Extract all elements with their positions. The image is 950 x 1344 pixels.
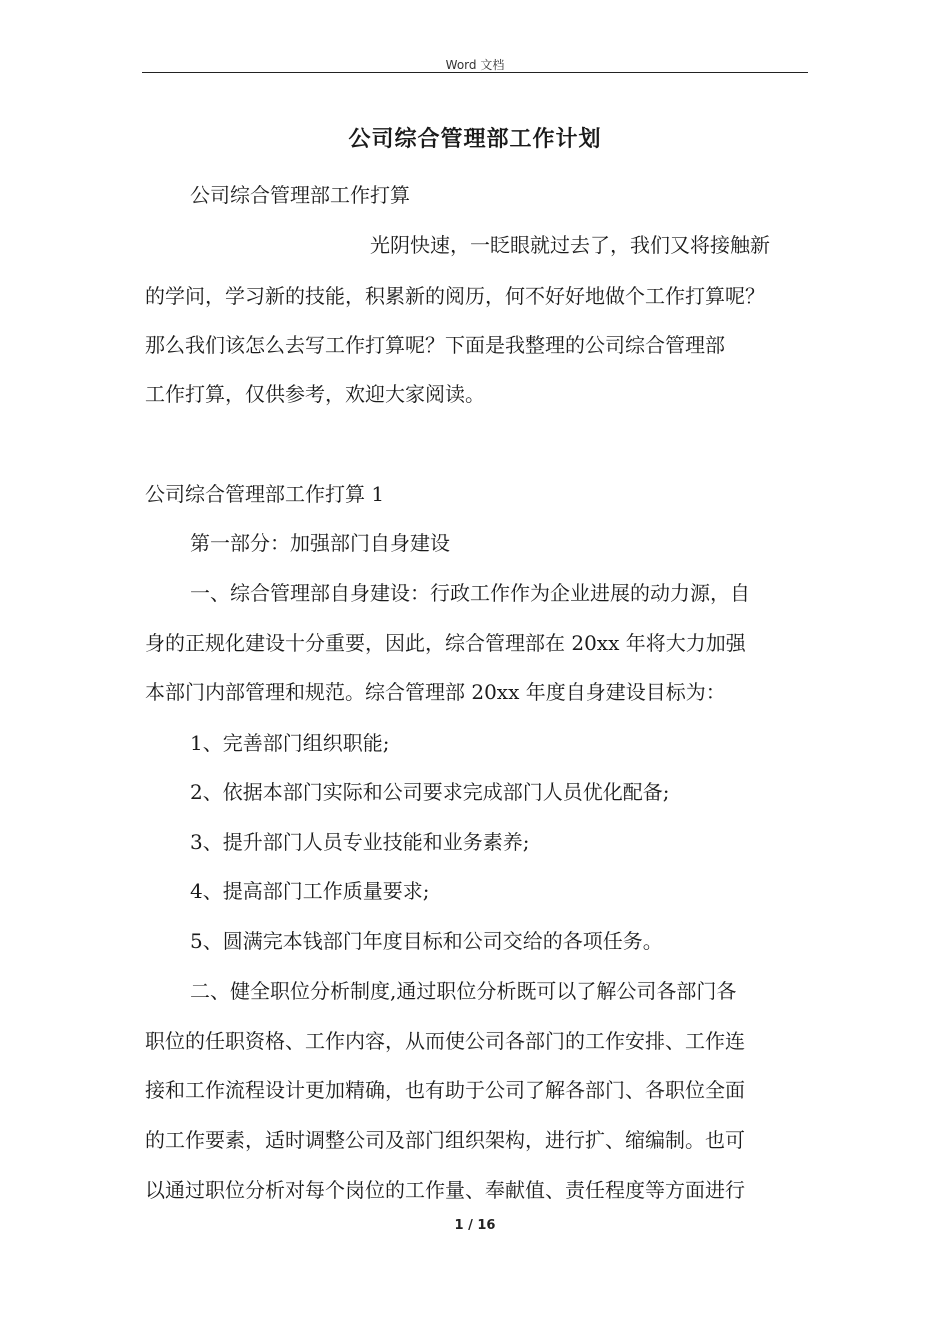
- list-item: 1、完善部门组织职能;: [190, 731, 390, 755]
- paragraph-line: 身的正规化建设十分重要，因此，综合管理部在 20xx 年将大力加强: [145, 631, 746, 655]
- paragraph-line: 以通过职位分析对每个岗位的工作量、奉献值、责任程度等方面进行: [145, 1178, 745, 1202]
- document-title: 公司综合管理部工作计划: [348, 126, 602, 152]
- list-item: 4、提高部门工作质量要求;: [190, 879, 430, 903]
- paragraph-line: 光阴快速，一眨眼就过去了，我们又将接触新: [370, 233, 770, 257]
- paragraph-line: 的工作要素，适时调整公司及部门组织架构，进行扩、缩编制。也可: [145, 1128, 745, 1152]
- paragraph-line: 一、综合管理部自身建设：行政工作作为企业进展的动力源，自: [190, 581, 750, 605]
- paragraph-line: 本部门内部管理和规范。综合管理部 20xx 年度自身建设目标为：: [145, 680, 726, 704]
- page-indicator: 1 / 16: [454, 1218, 496, 1233]
- part-heading: 第一部分：加强部门自身建设: [190, 531, 450, 555]
- list-item: 2、依据本部门实际和公司要求完成部门人员优化配备;: [190, 780, 670, 804]
- paragraph-line: 接和工作流程设计更加精确，也有助于公司了解各部门、各职位全面: [145, 1078, 745, 1102]
- paragraph-line: 那么我们该怎么去写工作打算呢？下面是我整理的公司综合管理部: [145, 333, 725, 357]
- paragraph-line: 职位的任职资格、工作内容，从而使公司各部门的工作安排、工作连: [145, 1029, 745, 1053]
- list-item: 3、提升部门人员专业技能和业务素养;: [190, 830, 530, 854]
- paragraph-line: 工作打算，仅供参考，欢迎大家阅读。: [145, 382, 485, 406]
- header-divider: [142, 72, 808, 73]
- paragraph-line: 二、健全职位分析制度,通过职位分析既可以了解公司各部门各: [190, 979, 737, 1003]
- paragraph-line: 的学问，学习新的技能，积累新的阅历，何不好好地做个工作打算呢？: [145, 284, 765, 308]
- subtitle-line: 公司综合管理部工作打算: [190, 183, 410, 207]
- section-heading: 公司综合管理部工作打算 1: [145, 482, 385, 506]
- list-item: 5、圆满完本钱部门年度目标和公司交给的各项任务。: [190, 929, 663, 953]
- page-header: Word 文档: [445, 58, 505, 72]
